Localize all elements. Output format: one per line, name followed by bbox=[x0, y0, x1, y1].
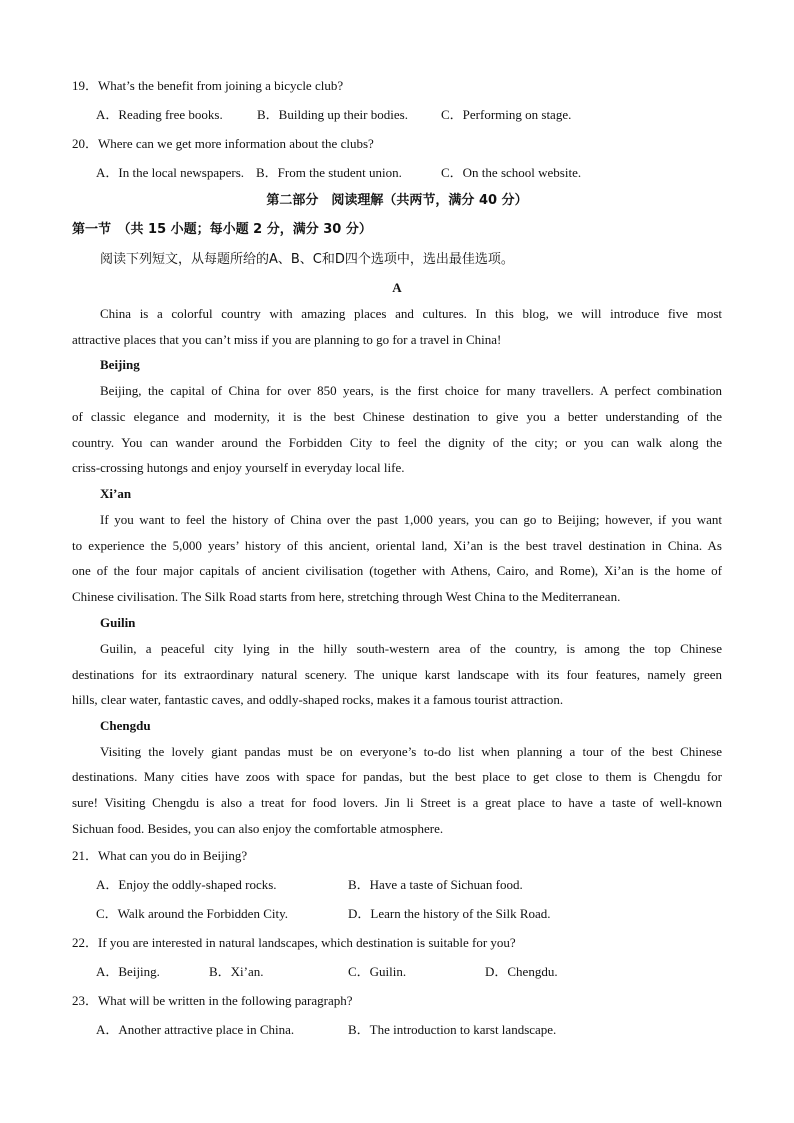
section-one-title: 第一节 （共 15 小题；每小题 2 分，满分 30 分） bbox=[72, 222, 372, 237]
paragraph-line: criss-crossing hutongs and enjoy yourself in everyday local life. bbox=[72, 460, 405, 475]
paragraph-line: of classic elegance and modernity, it is the best Chinese destination to give you a better understanding of the bbox=[72, 409, 722, 424]
question-21-option-c: C．Walk around the Forbidden City. bbox=[96, 906, 289, 921]
question-23-option-b: B．The introduction to karst landscape. bbox=[348, 1022, 557, 1037]
question-22-option-a: A．Beijing. bbox=[96, 964, 160, 979]
question-19-stem: 19．What’s the benefit from joining a bicycle club? bbox=[72, 78, 344, 93]
question-23-option-a: A．Another attractive place in China. bbox=[96, 1022, 295, 1037]
paragraph-line: Beijing, the capital of China for over 850 years, is the first choice for many travellers. A perfect combination bbox=[100, 383, 722, 398]
question-20-option-a: A．In the local newspapers. bbox=[96, 165, 245, 180]
question-21-stem: 21．What can you do in Beijing? bbox=[72, 848, 248, 863]
paragraph-line: destinations. Many cities have zoos with space for pandas, but the best place to get close to them is Chengdu for bbox=[72, 769, 722, 784]
question-23-stem: 23．What will be written in the following paragraph? bbox=[72, 993, 353, 1008]
question-20-option-c: C．On the school website. bbox=[441, 165, 582, 180]
question-22-option-d: D．Chengdu. bbox=[485, 964, 558, 979]
paragraph-line: Guilin, a peaceful city lying in the hilly south-western area of the country, is among the top Chinese bbox=[100, 641, 722, 656]
question-21-option-a: A．Enjoy the oddly-shaped rocks. bbox=[96, 877, 277, 892]
question-20-stem: 20．Where can we get more information about the clubs? bbox=[72, 136, 374, 151]
paragraph-line: Visiting the lovely giant pandas must be on everyone’s to-do list when planning a tour of the best Chinese bbox=[100, 744, 722, 759]
question-22-option-b: B．Xi’an. bbox=[209, 964, 264, 979]
paragraph-line: If you want to feel the history of China over the past 1,000 years, you can go to Beijing; however, if you want bbox=[100, 512, 722, 527]
question-22-option-c: C．Guilin. bbox=[348, 964, 407, 979]
paragraph-line: attractive places that you can’t miss if you are planning to go for a travel in China! bbox=[72, 332, 502, 347]
question-22-stem: 22．If you are interested in natural landscapes, which destination is suitable for you? bbox=[72, 935, 516, 950]
paragraph-line: Chinese civilisation. The Silk Road starts from here, stretching through West China to the Mediterranean. bbox=[72, 589, 621, 604]
paragraph-line: country. You can wander around the Forbidden City to feel the dignity of the city; or you can walk along the bbox=[72, 435, 722, 450]
section-title-chengdu: Chengdu bbox=[100, 718, 151, 733]
section-title-beijing: Beijing bbox=[100, 357, 140, 372]
paragraph-line: sure! Visiting Chengdu is also a treat for food lovers. Jin li Street is a great place to have a taste of well-known bbox=[72, 795, 722, 810]
paragraph-line: one of the four major capitals of ancient civilisation (together with Athens, Cairo, and Rome), Xi’an is the home of bbox=[72, 563, 722, 578]
question-21-option-b: B．Have a taste of Sichuan food. bbox=[348, 877, 523, 892]
reading-instruction: 阅读下列短文，从每题所给的A、B、C和D四个选项中，选出最佳选项。 bbox=[100, 252, 514, 267]
section-title-xian: Xi’an bbox=[100, 486, 132, 501]
question-19-option-a: A．Reading free books. bbox=[96, 107, 223, 122]
passage-label: A bbox=[392, 280, 402, 295]
section-title-guilin: Guilin bbox=[100, 615, 136, 630]
question-19-option-c: C．Performing on stage. bbox=[441, 107, 572, 122]
paragraph-line: China is a colorful country with amazing places and cultures. In this blog, we will introduce five most bbox=[100, 306, 722, 321]
paragraph-line: hills, clear water, fantastic caves, and oddly-shaped rocks, makes it a famous tourist attraction. bbox=[72, 692, 564, 707]
question-20-option-b: B．From the student union. bbox=[256, 165, 402, 180]
paragraph-line: destinations for its extraordinary natural scenery. The unique karst landscape with its four features, namely green bbox=[72, 667, 722, 682]
question-21-option-d: D．Learn the history of the Silk Road. bbox=[348, 906, 551, 921]
paragraph-line: to experience the 5,000 years’ history of this ancient, oriental land, Xi’an is the best travel destination in China. As bbox=[72, 538, 722, 553]
part-two-title: 第二部分 阅读理解（共两节，满分 40 分） bbox=[266, 193, 528, 208]
question-19-option-b: B．Building up their bodies. bbox=[257, 107, 408, 122]
paragraph-line: Sichuan food. Besides, you can also enjoy the comfortable atmosphere. bbox=[72, 821, 444, 836]
